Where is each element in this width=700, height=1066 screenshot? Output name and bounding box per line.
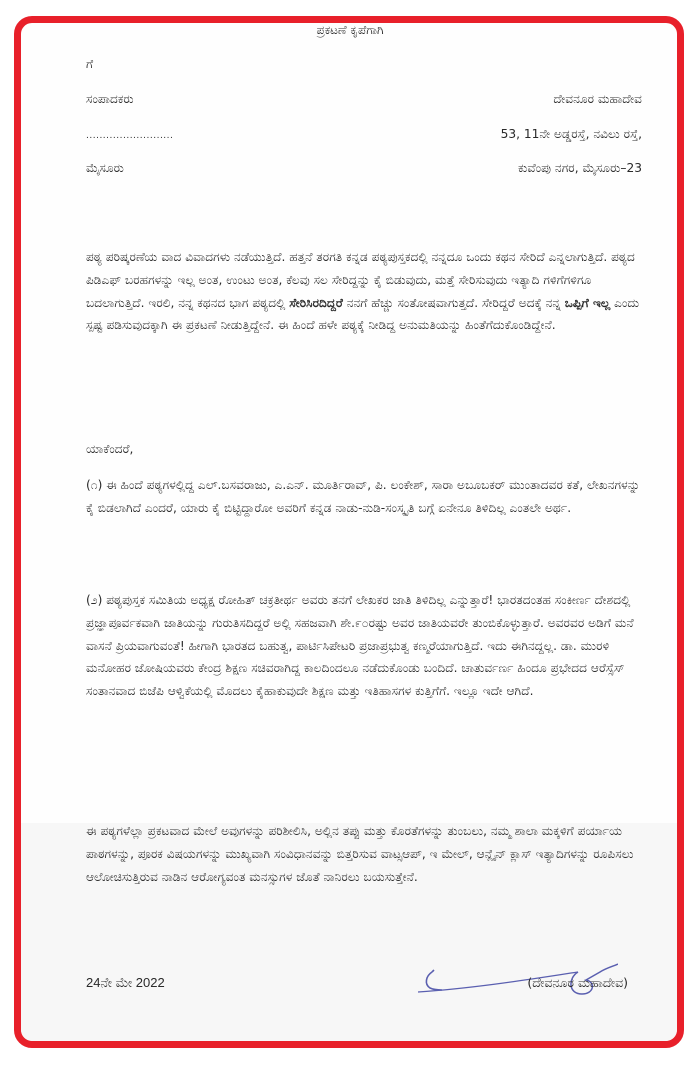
letter-heading: ಪ್ರಕಟಣೆ ಕೃಪೆಗಾಗಿ: [316, 23, 384, 37]
to-label: ಗೆ: [86, 57, 94, 71]
because-line: ಯಾಕೆಂದರೆ,: [86, 442, 134, 456]
paragraph-point-2: (೨) ಪಠ್ಯಪುಸ್ತಕ ಸಮಿತಿಯ ಅಧ್ಯಕ್ಷ ರೋಹಿತ್ ಚಕ್ರತೀರ್ಥ ಅವರು ತನಗೆ ಲೇಖಕರ ಜಾತಿ ತಿಳಿದಿಲ್ಲ ಎನ್ನುತ್ತಾರೆ! ಭಾರತದಂತಹ ಸಂಕೀರ್ಣ ದೇಶದಲ್ಲಿ ಪ್ರಜ್ಞಾಪೂರ್ವಕವಾಗಿ ಜಾತಿಯನ್ನು ಗುರುತಿಸದಿದ್ದರೆ ಅಲ್ಲಿ ಸಹಜವಾಗಿ ಶೇ.೯೦ರಷ್ಟು ಅವರ ಜಾತಿಯವರೇ ತುಂಬಿಕೊಳ್ಳುತ್ತಾರೆ. ಅವರವರ ಅಡಿಗೆ ಮನೆ ವಾಸನೆ ಪ್ರಿಯವಾಗುವಂತೆ! ಹೀಗಾಗಿ ಭಾರತದ ಬಹುತ್ವ, ಪಾರ್ಟಿಸಿಪೇಟರಿ ಪ್ರಜಾಪ್ರಭುತ್ವ ಕಣ್ಮರೆಯಾಗುತ್ತಿದೆ. ಇದು ಈಗಿನದ್ದಲ್ಲ. ಡಾ. ಮುರಳಿ ಮನೋಹರ ಜೋಷಿಯವರು ಕೇಂದ್ರ ಶಿಕ್ಷಣ ಸಚಿವರಾಗಿದ್ದ ಕಾಲದಿಂದಲೂ ನಡೆದುಕೊಂಡು ಬಂದಿದೆ. ಚಾತುರ್ವರ್ಣ ಹಿಂದೂ ಪ್ರಭೇದದ ಆರೆಸ್ಸೆಸ್ ಸಂತಾನವಾದ ಬಿಜೆಪಿ ಆಳ್ವಿಕೆಯಲ್ಲಿ ಮೊದಲು ಕೈಹಾಕುವುದೇ ಶಿಕ್ಷಣ ಮತ್ತು ಇತಿಹಾಸಗಳ ಕುತ್ತಿಗೆಗೆ. ಇಲ್ಲೂ ಇದೇ ಆಗಿದೆ.: [86, 593, 634, 699]
intro-bold-1: ಸೇರಿಸಿರದಿದ್ದರೆ: [289, 295, 343, 310]
paragraph-closing: ಈ ಪಠ್ಯಗಳೆಲ್ಲಾ ಪ್ರಕಟವಾದ ಮೇಲೆ ಅವುಗಳನ್ನು ಪರಿಶೀಲಿಸಿ, ಅಲ್ಲಿನ ತಪ್ಪು ಮತ್ತು ಕೊರತೆಗಳನ್ನು ತುಂಬಲು, ನಮ್ಮ ಶಾಲಾ ಮಕ್ಕಳಿಗೆ ಪರ್ಯಾಯ ಪಾಠಗಳನ್ನು, ಪೂರಕ ವಿಷಯಗಳನ್ನು ಮುಖ್ಯವಾಗಿ ಸಂವಿಧಾನವನ್ನು ಬಿತ್ತರಿಸುವ ವಾಟ್ಸಆಪ್, ಇ ಮೇಲ್, ಆನ್ಲೈನ್ ಕ್ಲಾಸ್ ಇತ್ಯಾದಿಗಳನ್ನು ರೂಪಿಸಲು ಆಲೋಚಿಸುತ್ತಿರುವ ನಾಡಿನ ಆರೋಗ್ಯವಂತ ಮನಸ್ಸುಗಳ ಜೊತೆ ನಾನಿರಲು ಬಯಸುತ್ತೇನೆ.: [86, 824, 634, 884]
signature-stroke-2: [432, 970, 434, 972]
sender-address-line-1: 53, 11ನೇ ಅಡ್ಡರಸ್ತೆ, ನವಿಲು ರಸ್ತೆ,: [500, 127, 642, 141]
intro-text-1: ಪಠ್ಯ ಪರಿಷ್ಕರಣೆಯ ವಾದ ವಿವಾದಗಳು ನಡೆಯುತ್ತಿದೆ. ಹತ್ತನೆ ತರಗತಿ ಕನ್ನಡ ಪಠ್ಯಪುಸ್ತಕದಲ್ಲಿ ನನ್ನದೂ ಒಂದು ಕಥನ ಸೇರಿದೆ ಎನ್ನಲಾಗುತ್ತಿದೆ. ಪಠ್ಯದ ಪಿಡಿಎಫ್ ಬರಹಗಳನ್ನು ಇಲ್ಲ ಅಂತ, ಉಂಟು ಅಂತ, ಕೆಲವು ಸಲ ಸೇರಿದ್ದನ್ನು ಕೈ ಬಿಡುವುದು, ಮತ್ತೆ ಸೇರಿಸುವುದು ಇತ್ಯಾದಿ ಗಳಿಗೆಗಳಿಗೂ ಬದಲಾಗುತ್ತಿದೆ. ಇರಲಿ, ನನ್ನ ಕಥನದ ಭಾಗ ಪಠ್ಯದಲ್ಲಿ: [86, 250, 635, 310]
signatory-name: (ದೇವನೂರ ಮಹಾದೇವ): [527, 975, 628, 990]
intro-bold-2: ಒಪ್ಪಿಗೆ ಇಲ್ಲ: [564, 295, 611, 310]
sender-name: ದೇವನೂರ ಮಹಾದೇವ: [553, 92, 642, 106]
paragraph-intro: [86, 246, 650, 337]
letter-date: 24ನೇ ಮೇ 2022: [86, 975, 165, 990]
paragraph-point-1: (೧) ಈ ಹಿಂದೆ ಪಠ್ಯಗಳಲ್ಲಿದ್ದ ಎಲ್.ಬಸವರಾಜು, ಎ.ಎನ್. ಮೂರ್ತಿರಾವ್, ಪಿ. ಲಂಕೇಶ್, ಸಾರಾ ಅಬೂಬಕರ್ ಮುಂತಾದವರ ಕತೆ, ಲೇಖನಗಳನ್ನು ಕೈ ಬಿಡಲಾಗಿದೆ ಎಂದರೆ, ಯಾರು ಕೈ ಬಿಟ್ಟಿದ್ದಾರೋ ಅವರಿಗೆ ಕನ್ನಡ ನಾಡು-ನುಡಿ-ಸಂಸ್ಕೃತಿ ಬಗ್ಗೆ ಏನೇನೂ ತಿಳಿದಿಲ್ಲ ಎಂತಲೇ ಅರ್ಥ.: [86, 478, 641, 515]
sender-address-line-2: ಕುವೆಂಪು ನಗರ, ಮೈಸೂರು–23: [518, 161, 642, 175]
intro-text-2: ನನಗೆ ಹೆಚ್ಚು ಸಂತೋಷವಾಗುತ್ತದೆ. ಸೇರಿದ್ದರೆ ಅದಕ್ಕೆ ನನ್ನ: [342, 295, 565, 310]
address-row-2: [86, 127, 642, 141]
intro-text-3: ಎಂದು ಸ್ಪಷ್ಟ ಪಡಿಸುವುದಕ್ಕಾಗಿ ಈ ಪ್ರಕಟಣೆ ನೀಡುತ್ತಿದ್ದೇನೆ. ಈ ಹಿಂದೆ ಹಳೇ ಪಠ್ಯಕ್ಕೆ ನೀಡಿದ್ದ ಅನುಮತಿಯನ್ನು ಹಿಂತೆಗೆದುಕೊಂಡಿದ್ದೇನೆ.: [86, 295, 640, 333]
address-row-3: [86, 161, 642, 176]
signature-stroke-1: [426, 972, 442, 990]
to-line: [86, 57, 642, 72]
recipient-title: ಸಂಪಾದಕರು: [86, 92, 134, 106]
address-row-1: [86, 92, 642, 107]
recipient-blank-line: ..........................: [86, 131, 174, 141]
recipient-city: ಮೈಸೂರು: [86, 161, 124, 175]
